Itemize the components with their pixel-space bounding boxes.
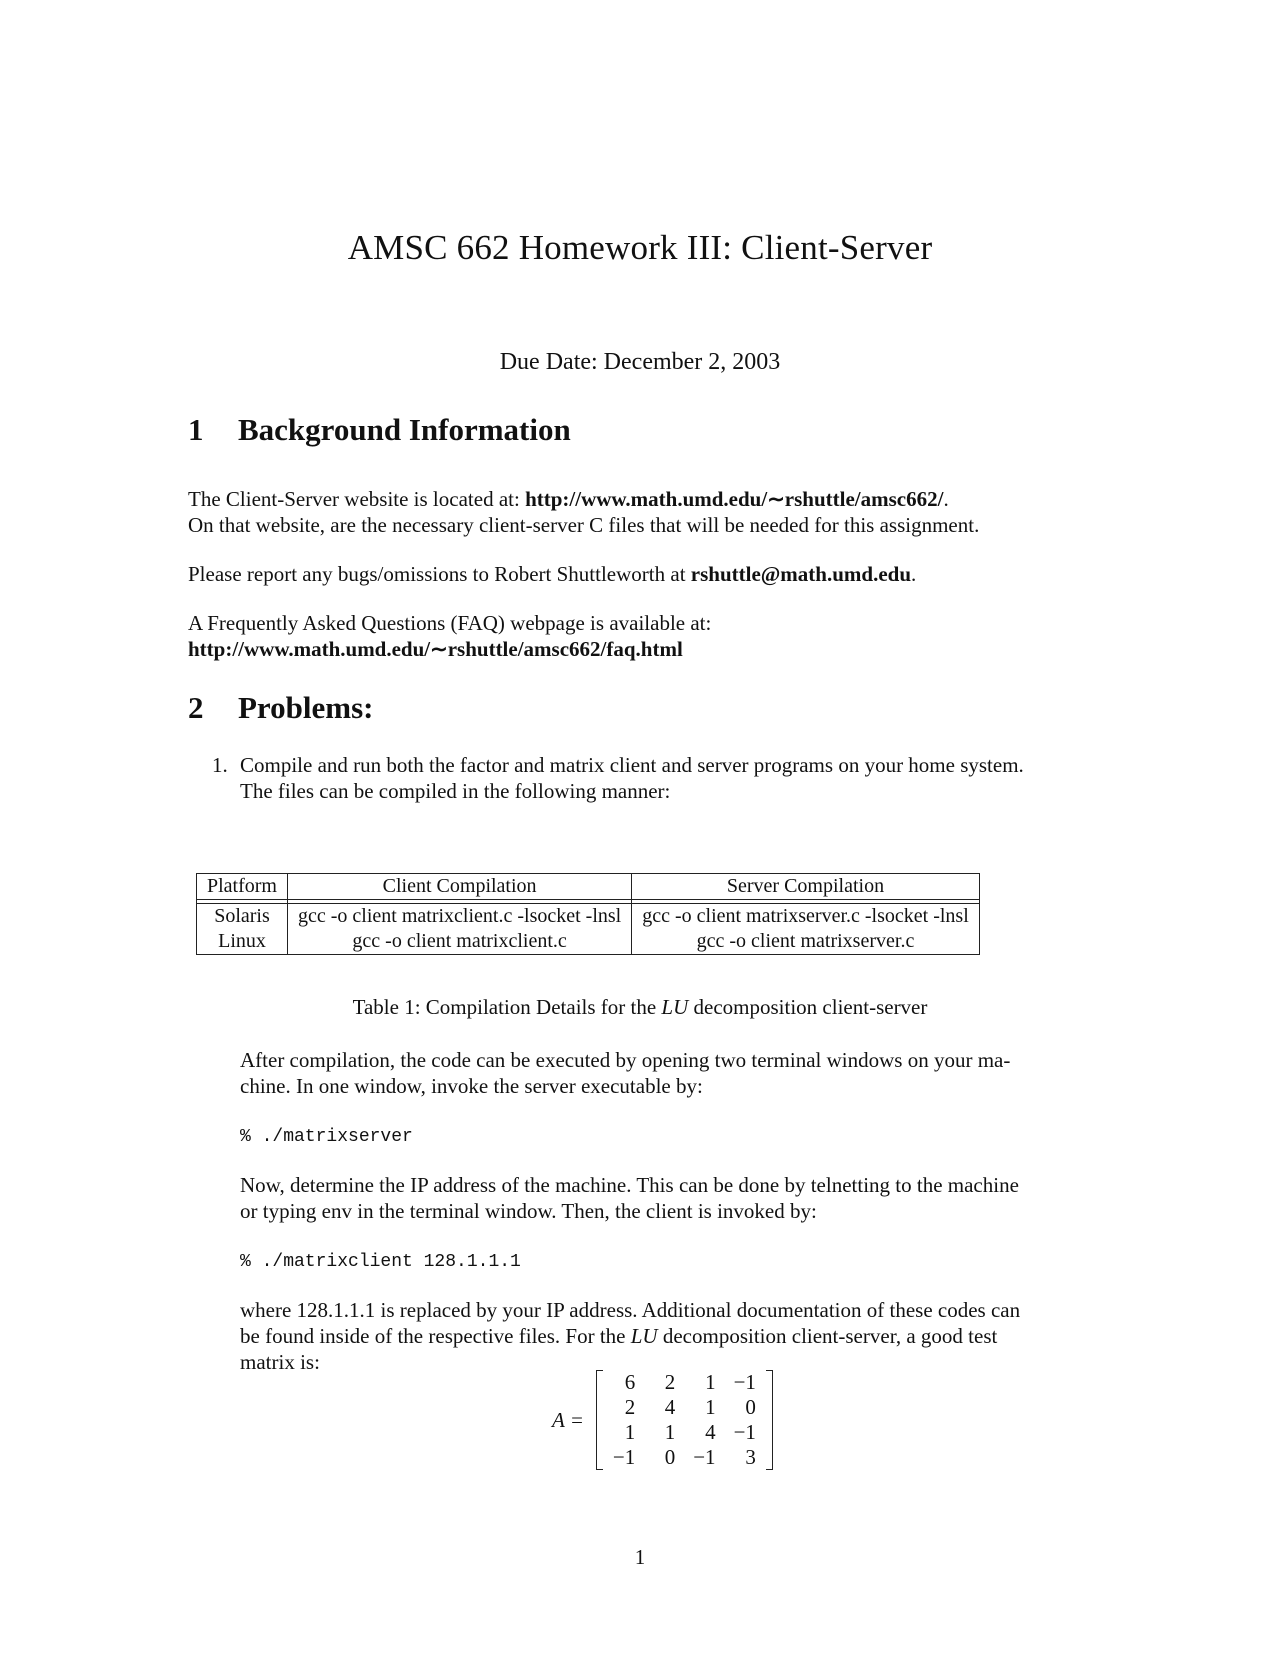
matrix-cell: 4 bbox=[705, 1420, 716, 1444]
matrix-cell: 1 bbox=[705, 1370, 716, 1394]
matrix bbox=[596, 1370, 773, 1470]
bugs-text: Please report any bugs/omissions to Robert Shuttleworth at bbox=[188, 562, 691, 586]
ip-line1: Now, determine the IP address of the machine. This can be done by telnetting to the machine bbox=[240, 1173, 1019, 1197]
matrix-row bbox=[604, 1370, 765, 1395]
section-2-heading bbox=[188, 690, 373, 726]
section-2-number: 2 bbox=[188, 690, 204, 725]
matrix-cell: 6 bbox=[624, 1370, 636, 1394]
website-text-line2: On that website, are the necessary client-server C files that will be needed for this assignment. bbox=[188, 513, 980, 537]
due-date: Due Date: December 2, 2003 bbox=[499, 349, 781, 375]
email-link[interactable]: rshuttle@math.umd.edu bbox=[690, 562, 912, 586]
table-header-server: Server Compilation bbox=[632, 874, 980, 900]
section-1-title: Background Information bbox=[238, 412, 571, 447]
table-cell: Linux bbox=[197, 929, 288, 955]
item-text-line2: The files can be compiled in the following manner: bbox=[240, 779, 671, 803]
table-caption bbox=[0, 995, 1280, 1020]
where-line1: where 128.1.1.1 is replaced by your IP address. Additional documentation of these codes can bbox=[240, 1298, 1021, 1322]
matrix-cell: 3 bbox=[745, 1445, 756, 1469]
where-lu: LU bbox=[630, 1324, 658, 1348]
website-text: The Client-Server website is located at: bbox=[188, 487, 526, 511]
ip-paragraph bbox=[240, 1172, 1090, 1224]
table-cell: gcc -o client matrixserver.c bbox=[632, 929, 980, 955]
caption-lu: LU bbox=[661, 995, 689, 1019]
matrix-cell: 2 bbox=[624, 1395, 636, 1419]
table-row bbox=[197, 904, 980, 930]
website-period: . bbox=[943, 487, 949, 511]
matrix-equation bbox=[552, 1370, 773, 1470]
table-cell: gcc -o client matrixserver.c -lsocket -lnsl bbox=[632, 904, 980, 930]
caption-text-end: decomposition client-server bbox=[688, 995, 928, 1019]
website-paragraph bbox=[188, 486, 1088, 538]
where-line2: be found inside of the respective files. For the bbox=[240, 1324, 631, 1348]
table-cell: Solaris bbox=[197, 904, 288, 930]
document-title: AMSC 662 Homework III: Client-Server bbox=[347, 228, 933, 267]
matrix-cell: −1 bbox=[733, 1420, 756, 1444]
section-1-heading bbox=[188, 412, 571, 448]
after-line1: After compilation, the code can be executed by opening two terminal windows on your ma- bbox=[240, 1048, 1011, 1072]
matrix-cell: 4 bbox=[664, 1395, 676, 1419]
faq-text: A Frequently Asked Questions (FAQ) webpage is available at: bbox=[188, 611, 712, 635]
list-marker: 1. bbox=[212, 753, 228, 777]
where-line3: matrix is: bbox=[240, 1350, 320, 1374]
faq-paragraph bbox=[188, 610, 1088, 662]
matrix-cell: 1 bbox=[705, 1395, 716, 1419]
ip-line2: or typing env in the terminal window. Then, the client is invoked by: bbox=[240, 1199, 817, 1223]
list-item bbox=[212, 752, 1092, 804]
table-cell: gcc -o client matrixclient.c bbox=[288, 929, 632, 955]
server-command: % ./matrixserver bbox=[240, 1127, 413, 1147]
table-header-client: Client Compilation bbox=[288, 874, 632, 900]
matrix-cell: 0 bbox=[745, 1395, 756, 1419]
section-1-number: 1 bbox=[188, 412, 204, 447]
after-line2: chine. In one window, invoke the server executable by: bbox=[240, 1074, 703, 1098]
bugs-paragraph bbox=[188, 561, 1088, 587]
table-header-platform: Platform bbox=[197, 874, 288, 900]
matrix-cell: 1 bbox=[624, 1420, 636, 1444]
website-link[interactable]: http://www.math.umd.edu/∼rshuttle/amsc662/ bbox=[525, 487, 944, 511]
caption-text: Table 1: Compilation Details for the bbox=[352, 995, 662, 1019]
matrix-cell: −1 bbox=[612, 1445, 636, 1469]
matrix-row bbox=[604, 1445, 765, 1470]
faq-link[interactable]: http://www.math.umd.edu/∼rshuttle/amsc662/faq.html bbox=[188, 637, 683, 661]
matrix-cell: 1 bbox=[664, 1420, 676, 1444]
matrix-cell: −1 bbox=[733, 1370, 756, 1394]
where-paragraph bbox=[240, 1297, 1090, 1375]
table-row bbox=[197, 929, 980, 955]
item-text-line1: Compile and run both the factor and matrix client and server programs on your home system. bbox=[240, 753, 1024, 777]
section-2-title: Problems: bbox=[238, 690, 374, 725]
page-number: 1 bbox=[634, 1545, 646, 1569]
bugs-period: . bbox=[911, 562, 917, 586]
compilation-table bbox=[196, 873, 980, 955]
after-compilation-paragraph bbox=[240, 1047, 1090, 1099]
where-line2-end: decomposition client-server, a good test bbox=[657, 1324, 998, 1348]
matrix-cell: 2 bbox=[664, 1370, 676, 1394]
matrix-label: A = bbox=[552, 1407, 584, 1432]
table-cell: gcc -o client matrixclient.c -lsocket -lnsl bbox=[288, 904, 632, 930]
matrix-cell: 0 bbox=[664, 1445, 676, 1469]
client-command: % ./matrixclient 128.1.1.1 bbox=[240, 1252, 521, 1272]
matrix-cell: −1 bbox=[693, 1445, 716, 1469]
matrix-row bbox=[604, 1420, 765, 1445]
matrix-row bbox=[604, 1395, 765, 1420]
